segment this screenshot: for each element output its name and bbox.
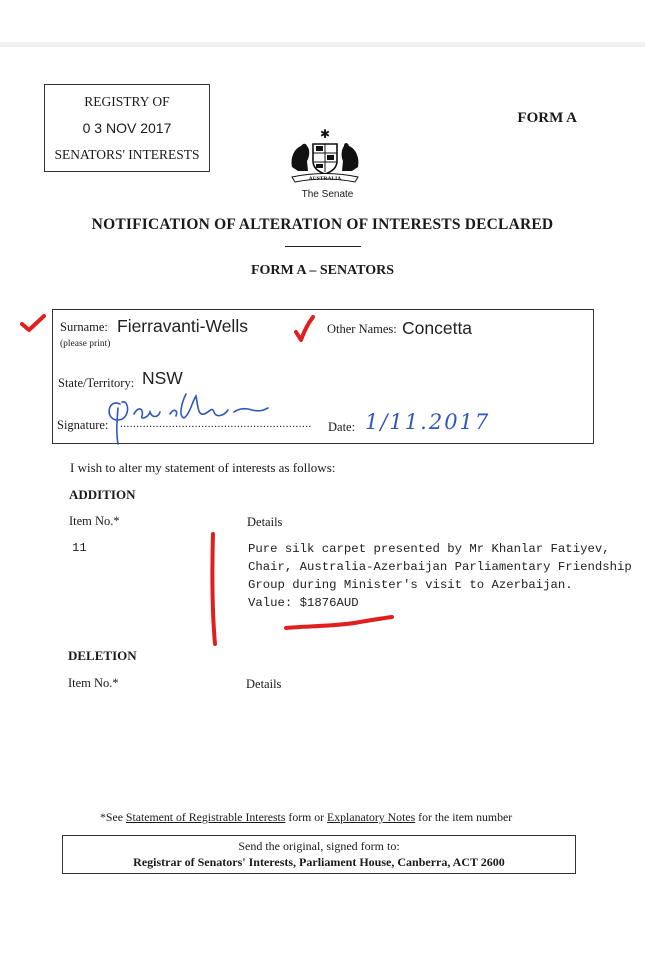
addition-details-label: Details <box>247 515 283 529</box>
senate-caption: The Senate <box>301 189 354 200</box>
top-divider <box>0 42 645 47</box>
date-label: Date: <box>328 420 356 434</box>
title-underline <box>285 246 361 247</box>
addition-details <box>248 542 632 614</box>
explanatory-notes-link[interactable]: Explanatory Notes <box>327 810 416 824</box>
coat-of-arms-icon <box>286 127 364 187</box>
crest-banner: AUSTRALIA <box>308 176 342 182</box>
surname-field: Fierravanti-Wells <box>117 316 248 336</box>
please-print-note: (please print) <box>60 339 111 349</box>
stamp-date: 0 3 NOV 2017 <box>82 120 172 136</box>
addition-heading: ADDITION <box>69 487 136 502</box>
red-checkmark-icon <box>293 314 317 344</box>
page-title: NOTIFICATION OF ALTERATION OF INTERESTS DECLARED <box>91 216 554 233</box>
addition-item-no-label: Item No.* <box>69 514 120 528</box>
form-label: FORM A <box>517 110 577 126</box>
details-line: Group during Minister's visit to Azerbaijan. <box>248 578 573 592</box>
other-names-label: Other Names: <box>327 322 397 336</box>
addition-item-no: 11 <box>72 541 87 555</box>
footer-address: Registrar of Senators' Interests, Parliament House, Canberra, ACT 2600 <box>133 855 505 869</box>
state-label: State/Territory: <box>58 376 135 390</box>
red-margin-line <box>203 530 225 650</box>
details-line: Chair, Australia-Azerbaijan Parliamentary Friendship <box>248 560 632 574</box>
deletion-heading: DELETION <box>68 648 137 663</box>
details-line: Pure silk carpet presented by Mr Khanlar Fatiyev, <box>248 542 610 556</box>
svg-text:✱: ✱ <box>319 127 331 141</box>
state-field: NSW <box>142 368 183 388</box>
item-number-note <box>100 810 512 825</box>
red-underline <box>280 612 398 634</box>
note-middle: form or <box>285 810 328 824</box>
signature-dotted-line: ........................................................... <box>120 418 312 430</box>
send-instructions-box <box>62 835 576 874</box>
stamp-line-3: SENATORS' INTERESTS <box>54 147 200 162</box>
surname-label: Surname: <box>60 320 108 334</box>
note-prefix: *See <box>100 810 126 824</box>
footer-line-1: Send the original, signed form to: <box>238 839 400 853</box>
registry-stamp <box>44 84 210 172</box>
statement-link[interactable]: Statement of Registrable Interests <box>125 810 286 824</box>
signature-label: Signature: <box>57 418 109 432</box>
details-line: Value: $1876AUD <box>248 596 359 610</box>
deletion-details-label: Details <box>246 677 282 691</box>
other-names-field: Concetta <box>402 318 473 338</box>
statement-intro: I wish to alter my statement of interests as follows: <box>70 460 336 475</box>
red-checkmark-icon <box>20 314 46 334</box>
deletion-item-no-label: Item No.* <box>68 676 119 690</box>
page-subtitle: FORM A – SENATORS <box>250 263 394 278</box>
signature-scribble <box>100 390 270 448</box>
note-suffix: for the item number <box>415 810 513 824</box>
date-field: 1/11.2017 <box>365 410 491 434</box>
stamp-line-1: REGISTRY OF <box>84 94 170 109</box>
